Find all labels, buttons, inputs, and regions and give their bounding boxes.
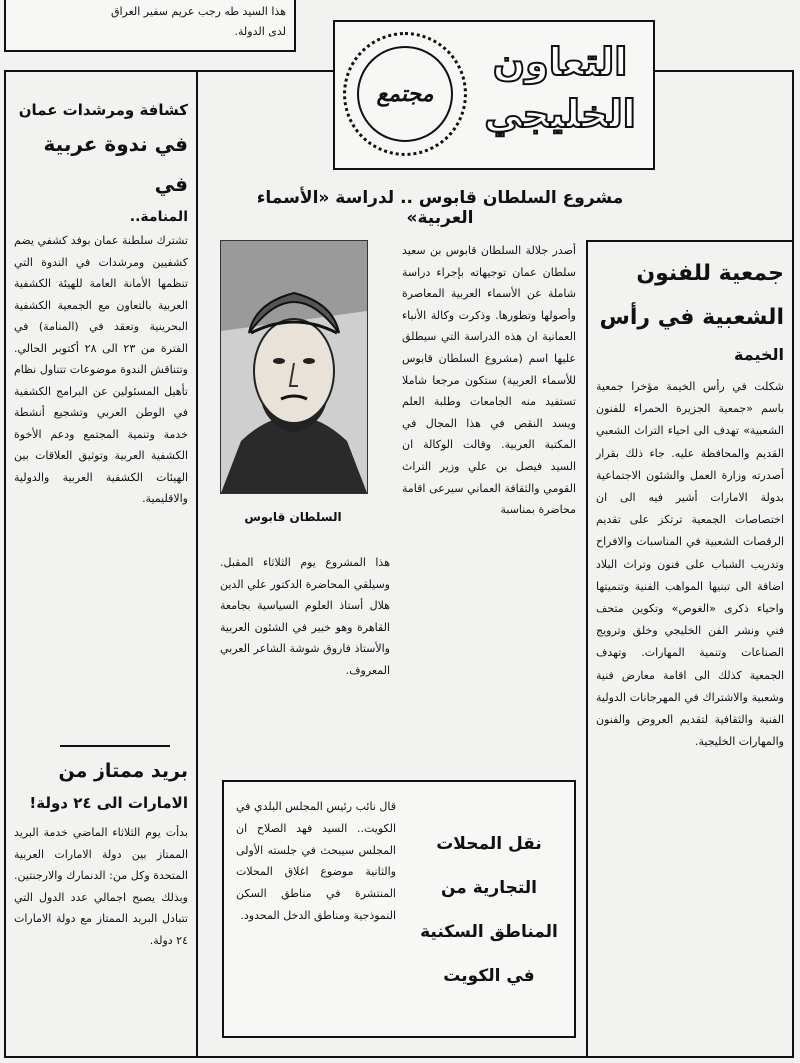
top-note-box (4, 0, 296, 52)
masthead-title-line1: التعاون (492, 40, 628, 84)
mail-rule (60, 745, 170, 747)
main-headline: مشروع السلطان قابوس .. لدراسة «الأسماء العربية» (256, 188, 624, 228)
kuwait-body: قال نائب رئيس المجلس البلدي في الكويت.. السيد فهد الصلاح ان المجلس سيبحث في جلسته الأولى والثانية موضوع اغلاق المحلات المنتشرة في مناطق السكن النموذجية ومناطق الدخل المحدود. (236, 800, 396, 922)
masthead-title-line2: الخليجي (484, 92, 636, 136)
masthead-title (475, 36, 645, 140)
col-right (596, 252, 784, 753)
top-note-line1: هذا السيد طه رجب عريم سفير العراق (110, 5, 286, 18)
emblem-text: مجتمع (376, 81, 434, 107)
scouts-headline2: في ندوة عربية في (43, 132, 188, 196)
separator-left (196, 72, 198, 1056)
col-mail (14, 754, 188, 951)
kuwait-headline1: نقل المحلات (436, 834, 542, 854)
top-note-line2: لدى الدولة. (234, 25, 286, 38)
kuwait-box (222, 780, 576, 1038)
scouts-body: تشترك سلطنة عمان بوفد كشفي يضم كشفيين ومرشدات في الندوة التي تنظمها الأمانة العامة للهيئة الكشفية العربية بالتعاون مع الجمعية الكشفية البحرينية وتعقد في (المنامة) في الفترة من ٢٣ الى ٢٨ أكتوبر الحالي. وتتناقش الندوة موضوعات تتناول نظام تأهيل المسئولين عن البرامج الكشفية في الوطن العربي وتشجيع أنشطة خدمة وتنمية المجتمع ودعم الأخوة الكشفية العربية وتوثيق العلاقات بين الهيئات الكشفية العربية والدولية والاقليمية. (14, 234, 188, 505)
folk-headline1: جمعية للفنون (636, 261, 784, 286)
kuwait-headline (414, 822, 564, 998)
separator-right (586, 240, 588, 1056)
portrait-illustration (221, 241, 367, 493)
photo-caption: السلطان قابوس (244, 510, 342, 524)
kuwait-headline4: في الكويت (443, 966, 535, 986)
masthead-emblem (343, 32, 467, 156)
folk-headline2: الشعبية في رأس (599, 305, 784, 330)
kuwait-headline2: التجارية من (440, 878, 537, 898)
mail-headline1: بريد ممتاز من (58, 760, 188, 782)
scouts-headline1: كشافة ومرشدات عمان (18, 101, 188, 119)
portrait-photo (220, 240, 368, 494)
masthead-box (333, 20, 655, 170)
mail-body: بدأت يوم الثلاثاء الماضي خدمة البريد الممتاز بين دولة الامارات العربية المتحدة وكل من: الدنمارك والارجنتين. وبذلك يصبح اجمالي عدد الدول التي تتبادل البريد الممتاز مع دولة الامارات ٢٤ دولة. (14, 826, 188, 947)
folk-headline3: الخيمة (734, 345, 784, 364)
mail-headline2: الامارات الى ٢٤ دولة! (29, 794, 188, 812)
scouts-headline3: المنامة.. (129, 209, 188, 225)
separator-top-right (586, 240, 792, 242)
kuwait-headline3: المناطق السكنية (420, 922, 558, 942)
folk-body: شكلت في رأس الخيمة مؤخرا جمعية باسم «جمعية الجزيرة الحمراء للفنون الشعبية» تهدف الى احياء التراث الشعبي القديم والمحافظة عليه. جاء ذلك بقرار أصدرته وزارة العمل والشئون الاجتماعية بدولة الامارات أشير فيه الى ان اختصاصات الجمعية ترتكز على تقديم الرقصات الشعبية في المناسبات والافراح وتدريب الشباب على فنون وتراث البلاد اضافة الى تبنيها المواهب الفنية وتنميتها واحياء ذكرى «الغوص» وتكوين متحف فني ونشر الفن الخليجي وخلق وترويج الصناعات وتنمية المهارات. وتهدف الجمعية كذلك الى اقامة معارض فنية وشعبية والاشتراك في المهرجانات الدولية الفنية والثقافية لتقديم العروض والفنون والمهارات الخليجية. (596, 380, 784, 749)
col-left (14, 96, 188, 510)
main-article-col-a: أصدر جلالة السلطان قابوس بن سعيد سلطان عمان توجيهاته بإجراء دراسة شاملة عن الأسماء العربية المعاصرة وأصولها وتطورها. وذكرت وكالة الأنباء العمانية ان هذه الدراسة التي سيطلق عليها اسم (مشروع السلطان قابوس للأسماء العربية) ستكون مرجعا شاملا تستفيد منه الجامعات وطلبة العلم ويسد النقص في هذا المجال في المكتبة العربية. وقالت الوكالة ان السيد فيصل بن علي وزير التراث القومي والثقافة العماني سيرعى اقامة محاضرة بمناسبة (402, 244, 576, 517)
main-article-col-b: هذا المشروع يوم الثلاثاء المقبل. وسيلقي المحاضرة الدكتور علي الدين هلال أستاذ العلوم السياسية بجامعة القاهرة وهو خبير في الشئون العربية والأستاذ فاروق شوشة الشاعر العربي المعروف. (220, 556, 390, 677)
